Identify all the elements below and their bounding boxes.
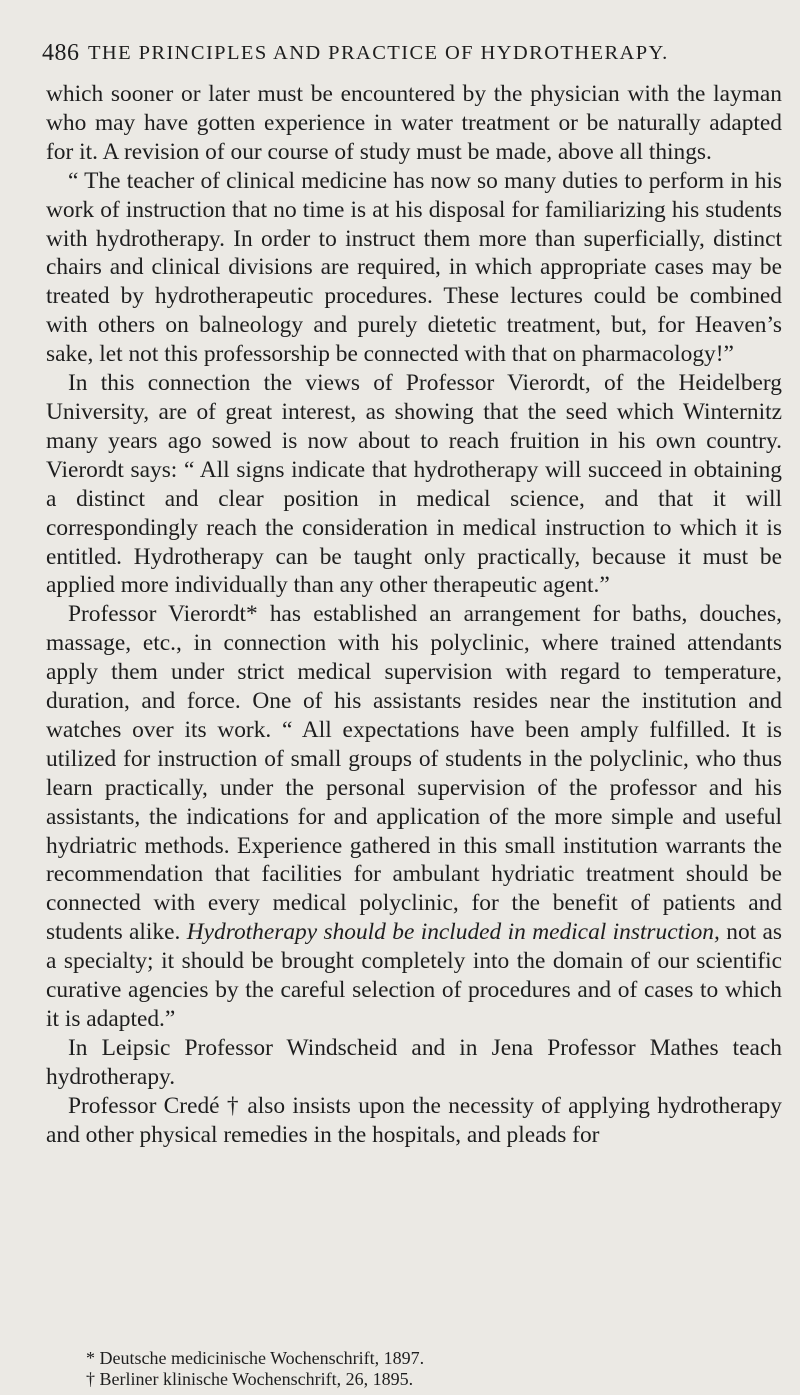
footnotes (46, 1348, 782, 1390)
paragraph-text: Professor Credé † also insists upon the necessity of applying hydrotherapy and other physical remedies in the hospitals, and pleads for (46, 1092, 782, 1148)
body-text (46, 80, 782, 1150)
paragraph (46, 167, 782, 369)
italic-text: Hydrotherapy should be included in medical instruction, (186, 919, 720, 946)
paragraph (46, 1034, 782, 1092)
paragraph (46, 600, 782, 1034)
footnote: * Deutsche medicinische Wochenschrift, 1897. (86, 1348, 425, 1368)
page-header (42, 40, 782, 70)
footnote: † Berliner klinische Wochenschrift, 26, 1895. (86, 1369, 414, 1389)
paragraph (46, 369, 782, 600)
paragraph-text: In this connection the views of Professor Vierordt, of the Heidelberg University, are of great interest, as showing that the seed which Winternitz many years ago sowed is now about to reach fruition in his own country. Vierordt says: “ All signs indicate that hydrotherapy will succeed in obtaining a distinct and clear position in medical science, and that it will correspondingly reach the consideration in medical instruction to which it is entitled. Hydrotherapy can be taught only practically, because it must be applied more individually than any other therapeutic agent.” (46, 370, 782, 599)
paragraph-text: which sooner or later must be encountered by the physician with the layman who may have gotten experience in water treatment or be naturally adapted for it. A revision of our course of study must be made, above all things. (46, 81, 782, 165)
paragraph-text: In Leipsic Professor Windscheid and in Jena Professor Mathes teach hydrotherapy. (46, 1034, 782, 1090)
paragraph-text: Professor Vierordt* has established an arrangement for baths, douches, massage, etc., in connection with his polyclinic, where trained attendants apply them under strict medical supervision with regard to temperature, duration, and force. One of his assistants resides near the institution and watches over its work. “ All expectations have been amply fulfilled. It is utilized for instruction of small groups of students in the polyclinic, who thus learn practically, under the personal supervision of the professor and his assistants, the indications for and application of the more simple and useful hydriatric methods. Experience gathered in this small institution warrants the recommendation that facilities for ambulant hydriatic treatment should be connected with every medical polyclinic, for the benefit of patients and students alike. (46, 601, 782, 946)
paragraph-text: not as a specialty; it should be brought completely into the domain of our scientific curative agencies by the careful selection of procedures and of cases to which it is adapted.” (46, 919, 783, 1032)
paragraph (46, 1092, 782, 1150)
paragraph (46, 80, 782, 167)
paragraph-text: “ The teacher of clinical medicine has now so many duties to perform in his work of instruction that no time is at his disposal for familiarizing his students with hydrotherapy. In order to instruct them more than superficially, distinct chairs and clinical divisions are required, in which appropriate cases may be treated by hydrotherapeutic procedures. These lectures could be combined with others on balneology and purely dietetic treatment, but, for Heaven’s sake, let not this professorship be connected with that on pharmacology!” (46, 167, 782, 368)
running-head: THE PRINCIPLES AND PRACTICE OF HYDROTHERAPY. (88, 42, 669, 64)
page-number: 486 (42, 40, 80, 66)
